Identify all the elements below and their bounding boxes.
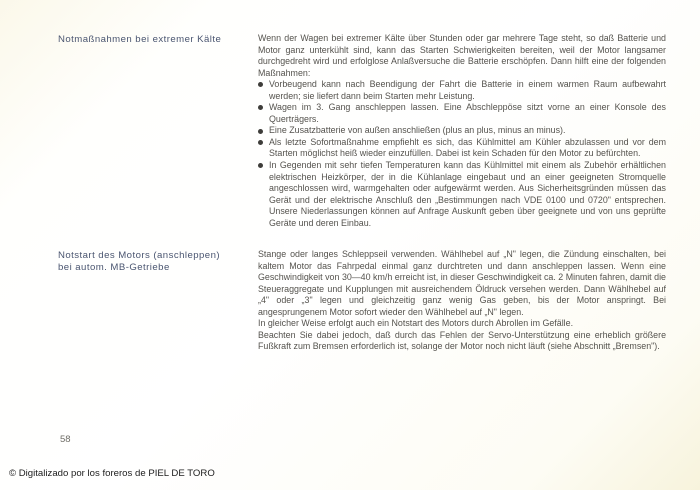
scan-credit: © Digitalizado por los foreros de PIEL DE TORO [9, 468, 215, 479]
bullet-icon [258, 129, 263, 134]
section-body [258, 249, 666, 353]
list-item: Wagen im 3. Gang anschleppen lassen. Eine Abschleppöse sitzt vorne an einer Konsole des Querträgers. [258, 102, 666, 125]
list-item: In Gegenden mit sehr tiefen Temperaturen kann das Kühlmittel mit einem als Zubehör erhältlichen elektrischen Heizkörper, der in die Kühlanlage eingebaut und an einer geeigneten Stromquelle angeschlossen wird, warmgehalten oder aufgewärmt werden. Aus Sicherheitsgründen müssen das Gerät und der elektrische Anschluß den „Bestimmungen nach VDE 0100 und 0720" entsprechen. Unsere Niederlassungen können auf Anfrage Auskunft geben über geeignete und von uns geprüfte Geräte und deren Einbau. [258, 160, 666, 229]
paragraph: Beachten Sie dabei jedoch, daß durch das Fehlen der Servo-Unterstützung eine erheblich größere Fußkraft zum Bremsen erforderlich ist, solange der Motor noch nicht läuft (siehe Abschnitt „Bremsen"). [258, 329, 666, 352]
list-item: Vorbeugend kann nach Beendigung der Fahrt die Batterie in einem warmen Raum aufbewahrt werden; sie liefert dann beim Starten mehr Leistung. [258, 79, 666, 102]
page-number: 58 [60, 434, 71, 445]
bullet-icon [258, 82, 263, 87]
section-heading [58, 250, 248, 273]
list-item: Eine Zusatzbatterie von außen anschließen (plus an plus, minus an minus). [258, 125, 666, 137]
bullet-icon [258, 140, 263, 145]
paragraph: In gleicher Weise erfolgt auch ein Notstart des Motors durch Abrollen im Gefälle. [258, 318, 574, 329]
bullet-icon [258, 105, 263, 110]
intro-paragraph: Wenn der Wagen bei extremer Kälte über Stunden oder gar mehrere Tage steht, so daß Batterie und Motor ganz unterkühlt sind, kann das Starten Schwierigkeiten bereiten, weil der Motor langsamer durchgedreht wird und erfolglose Anlaßversuche die Batterie erschöpfen. Dann hilft eine der folgenden Maßnahmen: [258, 33, 666, 78]
list-item: Als letzte Sofortmaßnahme empfiehlt es sich, das Kühlmittel am Kühler abzulassen und vor dem Starten möglichst heiß wieder einzufüllen. Dabei ist kein Schaden für den Motor zu befürchten. [258, 137, 666, 160]
section-heading-line: bei autom. MB-Getriebe [58, 261, 170, 273]
section-heading-line: Notstart des Motors (anschleppen) [58, 250, 221, 261]
paragraph: Stange oder langes Schleppseil verwenden. Wählhebel auf „N" legen, die Zündung einschalten, bei kaltem Motor das Fahrpedal einmal ganz durchtreten und dann anschleppen lassen. Wenn eine Geschwindigkeit von 30—40 km/h erreicht ist, in dieser Geschwindigkeit ca. 2 Minuten fahren, damit die Steueraggregate und Kupplungen mit ausreichendem Öldruck versehen werden. Dann Wählhebel auf „4" oder „3" legen und gleichzeitig ganz wenig Gas geben, bis der Motor anspringt. Bei angesprungenem Motor sofort wieder den Wählhebel auf „N" legen. [258, 249, 666, 317]
section-body [258, 33, 666, 229]
section-heading: Notmaßnahmen bei extremer Kälte [58, 34, 222, 45]
bullet-icon [258, 163, 263, 168]
